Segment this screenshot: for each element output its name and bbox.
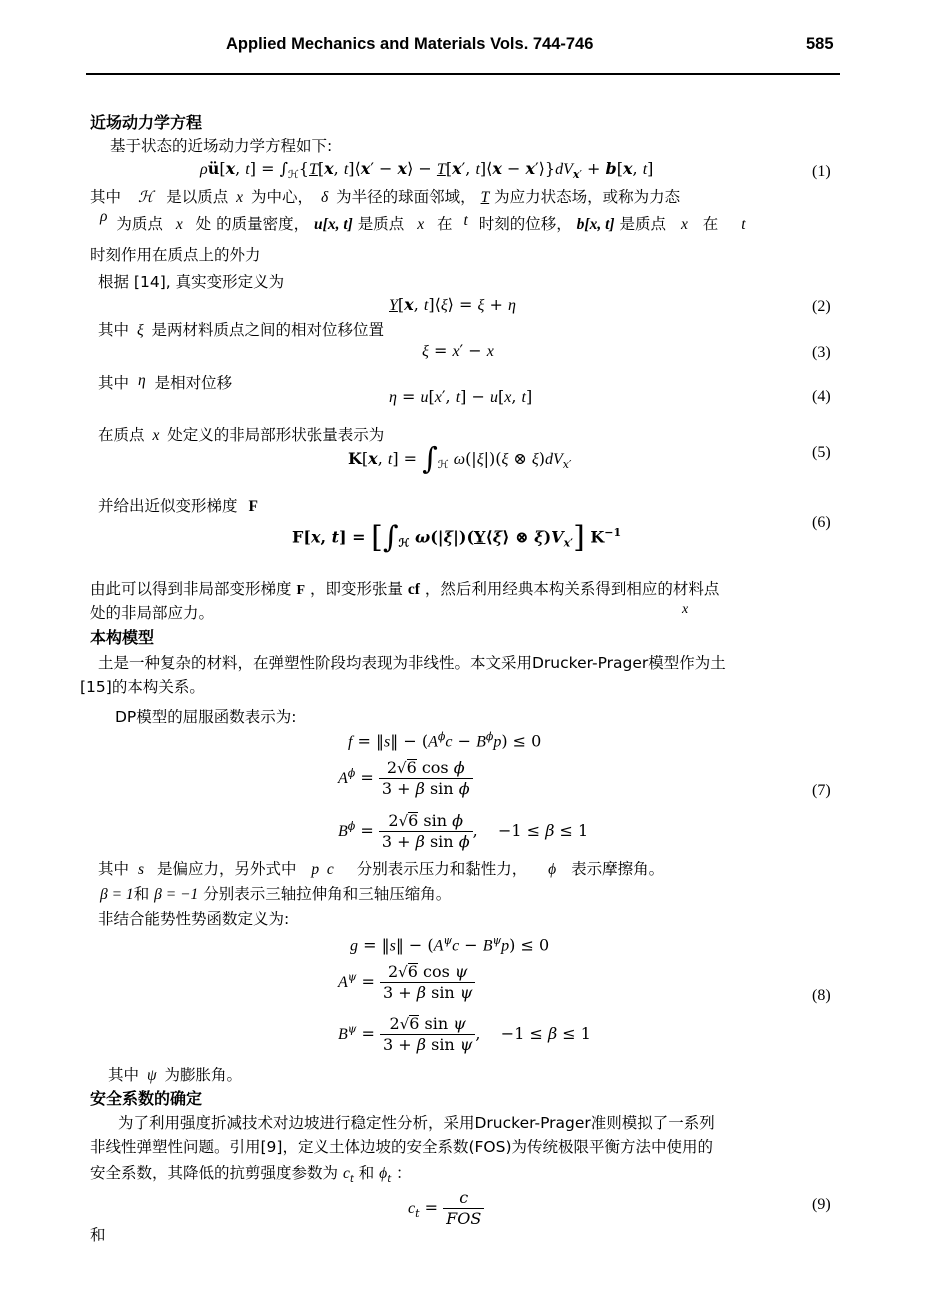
paragraph-line (98, 319, 384, 342)
text-run: 并给出近似变形梯度 (98, 497, 238, 515)
paragraph-line (98, 858, 664, 881)
text-run: 分别表示压力和黏性力， (356, 860, 528, 878)
equation-8-B: $B^\psi$ = $\frac{\text{2√6 sin ψ}}{\text{3 + β sin ψ}}$ , −1 ≤ β ≤ 1 (338, 1014, 591, 1054)
paragraph-line: 根据 [14], 真实变形定义为 (98, 273, 285, 291)
equation-5: K[x, $t] = \int_ℋ$ ω(|ξ|)(ξ ⊗ $\xi)dV_{x'}$ (348, 441, 572, 477)
symbol: c (342, 1165, 350, 1182)
text-run: 在 (437, 215, 453, 233)
symbol: ℋ (137, 189, 154, 206)
paragraph-line: 时刻作用在质点上的外力 (90, 246, 261, 264)
symbol: x (175, 216, 183, 233)
equation-7-yield: f = ‖s‖ − $(A^\phi c - B^\phi p) \le 0$ (348, 730, 542, 751)
symbol: F (248, 498, 258, 515)
equation-number-6: (6) (812, 514, 831, 531)
symbol: β = 1 (100, 886, 134, 903)
paragraph-line: 非线性弹塑性问题。引用[9]，定义土体边坡的安全系数(FOS)为传统极限平衡方法中使用的 (90, 1138, 714, 1156)
symbol: cf (407, 581, 420, 598)
paragraph-line: [15]的本构关系。 (80, 678, 205, 696)
equation-number-7: (7) (812, 782, 831, 799)
text-run: 为膨胀角。 (164, 1066, 243, 1084)
equation-number-1: (1) (812, 163, 831, 180)
symbol: b[x, t] (576, 216, 615, 233)
paragraph-line: 和 (90, 1226, 106, 1244)
equation-number-5: (5) (812, 444, 831, 461)
equation-8-A: $A^\psi$ = $\frac{\text{2√6 cos ψ}}{\text{3 + β sin ψ}}$ (338, 962, 475, 1003)
text-run: 时刻的位移， (478, 215, 572, 233)
header-rule (86, 73, 840, 75)
text-run: 其中 (98, 860, 130, 878)
page-number: 585 (806, 35, 834, 53)
paragraph-line: DP模型的屈服函数表示为: (115, 708, 297, 726)
symbol: F (296, 583, 306, 598)
text-run: 分别表示三轴拉伸角和三轴压缩角。 (203, 885, 452, 903)
symbol: x (152, 427, 160, 444)
symbol: u[x, t] (314, 216, 353, 233)
paragraph-line: 土是一种复杂的材料，在弹塑性阶段均表现为非线性。本文采用Drucker-Prager模型作为土 (98, 654, 726, 672)
section-heading-safety-factor: 安全系数的确定 (90, 1089, 203, 1108)
equation-9: $c_t$ = $\frac{c}{\text{FOS}}$ (408, 1188, 484, 1229)
text-run: 安全系数，其降低的抗剪强度参数为 (90, 1164, 339, 1182)
equation-2: Y[x, t]⟨ξ⟩ = ξ + η (389, 295, 516, 314)
paragraph-line (90, 1162, 412, 1191)
paragraph-line (98, 372, 232, 395)
equation-7-B: $B^\phi$ = $\frac{\text{2√6 sin ϕ}}{\text{3 + β sin ϕ}}$ , −1 ≤ β ≤ 1 (338, 811, 589, 851)
equation-number-2: (2) (812, 298, 831, 315)
symbol: t (349, 1174, 354, 1186)
symbol: ϕ (548, 861, 557, 878)
symbol: ξ (136, 322, 144, 339)
symbol: ρ (100, 208, 108, 225)
symbol: s (137, 861, 144, 878)
text-run: 其中 (108, 1066, 140, 1084)
equation-6: F[x, $t] = [\int_ℋ$ ω(|ξ|)(Y⟨ξ⟩ ⊗ $\xi)V_{x'}$] $K^{-1}$ (292, 519, 622, 555)
journal-title: Applied Mechanics and Materials Vols. 744-746 (226, 35, 594, 53)
paragraph-line: 基于状态的近场动力学方程如下: (110, 137, 333, 155)
text-run: 表示摩擦角。 (571, 860, 665, 878)
section-heading-peridynamics: 近场动力学方程 (90, 113, 203, 132)
section-heading-constitutive-model: 本构模型 (90, 628, 155, 647)
text-run: 为中心， (251, 188, 314, 206)
text-run: 是相对位移 (154, 374, 233, 392)
text-run: 其中 (98, 321, 130, 339)
text-run: ，即变形张量 (309, 580, 403, 598)
equation-1: ρü[x, $t] = \int_ℋ\{T[x$, t]⟨x′ − x⟩ − T[x′, t]⟨x − $x'⟩\}dV_{x'} + b[x$, t] (200, 159, 654, 182)
paragraph-line (90, 578, 719, 602)
symbol-x: x (682, 602, 689, 617)
text-run: 为应力状态场，或称为力态 (494, 188, 681, 206)
text-run: ： (396, 1164, 412, 1182)
symbol: ϕ (379, 1165, 388, 1182)
equation-7-A: $A^\phi$ = $\frac{\text{2√6 cos ϕ}}{\text{3 + β sin ϕ}}$ (338, 758, 473, 799)
text-run: 是偏应力，另外式中 (156, 860, 297, 878)
paragraph-line (98, 424, 384, 447)
text-run: 是两材料质点之间的相对位移位置 (151, 321, 385, 339)
text-run: 在质点 (98, 426, 145, 444)
equation-3: ξ = x′ − x (422, 341, 494, 360)
symbol: t (463, 212, 468, 229)
paragraph-line (108, 1064, 242, 1087)
symbol: x (236, 189, 244, 206)
equation-4: η = u[x′, t] − u[x, t] (389, 387, 533, 406)
paragraph-line: 非结合能势性势函数定义为: (98, 910, 290, 928)
equation-number-9: (9) (812, 1196, 831, 1213)
text-run: 处 的质量密度， (195, 215, 310, 233)
text-run: 由此可以得到非局部变形梯度 (90, 580, 292, 598)
symbol: δ (320, 189, 329, 206)
symbol: β = −1 (154, 886, 199, 903)
symbol: T (480, 189, 490, 206)
text-run: 处定义的非局部形状张量表示为 (167, 426, 385, 444)
text-run: 在 (702, 215, 719, 233)
symbol: t (387, 1174, 392, 1186)
paragraph-line (98, 495, 258, 518)
text-run: 是以质点 (166, 188, 229, 206)
equation-number-3: (3) (812, 344, 831, 361)
equation-number-4: (4) (812, 388, 831, 405)
equation-number-8: (8) (812, 987, 831, 1004)
text-run: 为半径的球面邻域， (336, 188, 476, 206)
paragraph-line: 处的非局部应力。 (90, 604, 215, 622)
equation-8-potential: g = ‖s‖ − $(A^\psi c - B^\psi p) \le 0$ (350, 934, 550, 955)
text-run: 其中 (98, 374, 130, 392)
text-run: 其中 (90, 188, 122, 206)
symbol: x (417, 216, 425, 233)
text-run: 为质点 (116, 215, 163, 233)
text-run: 和 (358, 1164, 375, 1182)
text-run: 是质点 (357, 215, 405, 233)
paragraph-line (90, 186, 680, 209)
symbol: p c (311, 861, 334, 878)
symbol: ψ (146, 1067, 157, 1084)
paragraph-line (100, 208, 746, 236)
symbol: x (680, 216, 688, 233)
text-run: 是质点 (619, 215, 667, 233)
paragraph-line: 为了利用强度折减技术对边坡进行稳定性分析，采用Drucker-Prager准则模拟了一系列 (118, 1114, 715, 1132)
symbol: η (137, 372, 146, 389)
symbol: t (741, 216, 746, 233)
text-run: 和 (133, 885, 150, 903)
paragraph-line (100, 883, 451, 906)
text-run: ，然后利用经典本构关系得到相应的材料点 (424, 580, 720, 598)
